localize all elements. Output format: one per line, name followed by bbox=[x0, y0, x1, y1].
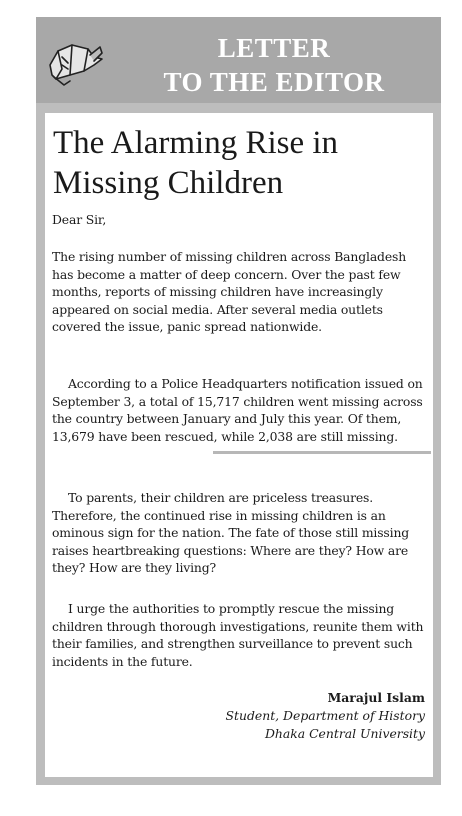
salutation: Dear Sir, bbox=[52, 212, 107, 227]
paragraph-2: According to a Police Headquarters notification issued on September 3, a total of 15,717 children went missing across the country between January and July this year. Of them, 13,679 have been rescued, while 2,038 are still missing. bbox=[52, 376, 423, 444]
paragraph-1: The rising number of missing children across Bangladesh has become a matter of deep concern. Over the past few months, reports of missing children have increasingly appeared on social media. After several media outlets covered the issue, panic spread nationwide. bbox=[52, 249, 407, 335]
letter-frame bbox=[36, 17, 441, 785]
header-band bbox=[36, 17, 441, 103]
author-title: Student, Department of History bbox=[225, 708, 425, 723]
author-institution: Dhaka Central University bbox=[264, 726, 425, 741]
header-title-line2: TO THE EDITOR bbox=[163, 67, 385, 97]
letter-panel bbox=[45, 113, 433, 777]
watermark-strike bbox=[213, 451, 431, 454]
author-name: Marajul Islam bbox=[327, 690, 425, 705]
header-title-line1: LETTER bbox=[217, 33, 331, 63]
paragraph-4: I urge the authorities to promptly rescue the missing children through thorough investigations, reunite them with their families, and strengthen surveillance to prevent such incidents in the future. bbox=[52, 601, 424, 669]
signature-block bbox=[226, 689, 426, 743]
header-title bbox=[124, 31, 424, 99]
pen-nib-icon bbox=[44, 35, 106, 91]
headline: The Alarming Rise in Missing Children bbox=[53, 125, 339, 201]
paragraph-3: To parents, their children are priceless treasures. Therefore, the continued rise in missing children is an ominous sign for the nation. The fate of those still missing raises heartbreaking questions: Where are they? How are they? How are they living? bbox=[52, 490, 410, 576]
